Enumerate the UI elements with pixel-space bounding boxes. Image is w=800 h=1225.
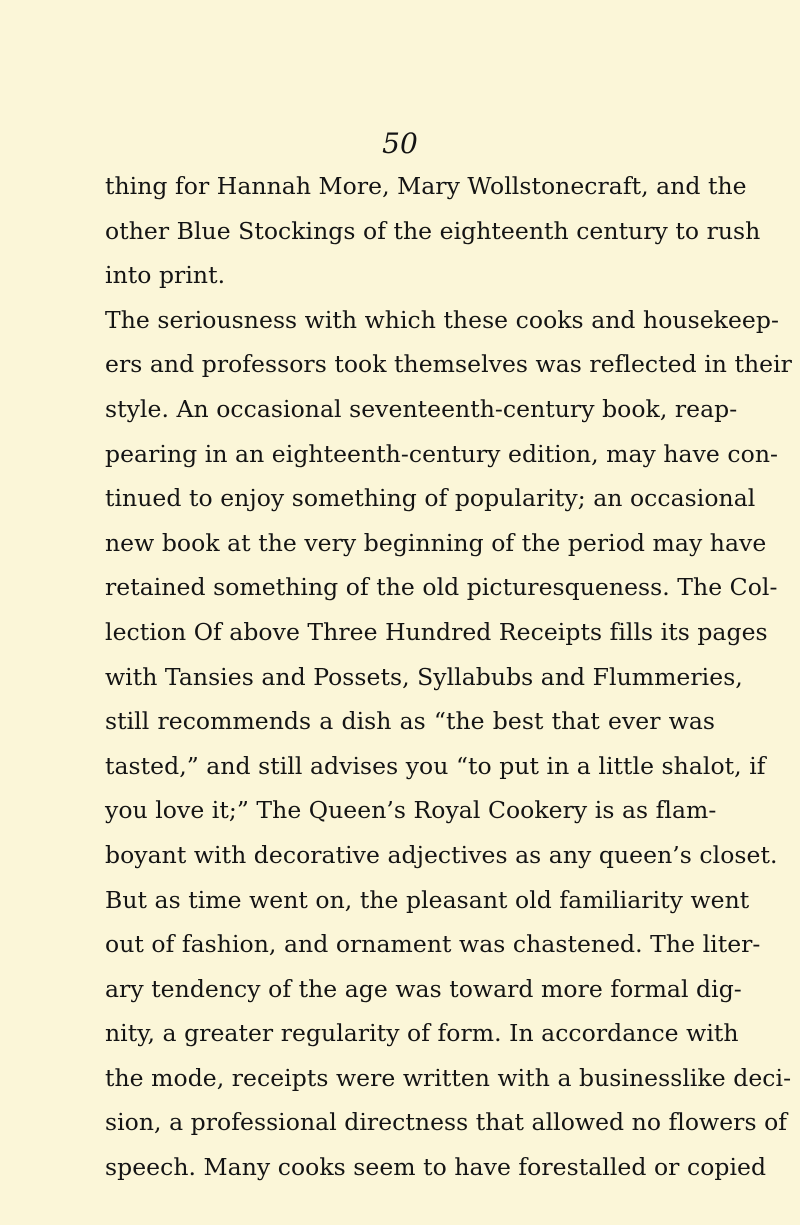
text-line: pearing in an eighteenth-century edition, may have con- bbox=[105, 439, 778, 468]
text-line: boyant with decorative adjectives as any queen’s closet. bbox=[105, 840, 778, 869]
body-text bbox=[105, 164, 792, 1190]
page-number: 50 bbox=[382, 127, 418, 160]
text-line: sion, a professional directness that allowed no flowers of bbox=[105, 1108, 788, 1137]
text-line: still recommends a dish as “the best that ever was bbox=[105, 707, 715, 736]
text-line: you love it;” The Queen’s Royal Cookery is as flam- bbox=[105, 796, 717, 825]
text-line: out of fashion, and ornament was chastened. The liter- bbox=[105, 930, 761, 959]
text-line: style. An occasional seventeenth-century book, reap- bbox=[105, 394, 738, 423]
text-line: retained something of the old picturesqueness. The Col- bbox=[105, 573, 778, 602]
text-line: But as time went on, the pleasant old familiarity went bbox=[105, 885, 750, 914]
text-line: ers and professors took themselves was reflected in their bbox=[105, 350, 792, 379]
text-line: lection Of above Three Hundred Receipts fills its pages bbox=[105, 617, 768, 646]
text-line: thing for Hannah More, Mary Wollstonecraft, and the bbox=[105, 172, 747, 200]
text-line: with Tansies and Possets, Syllabubs and Flummeries, bbox=[105, 662, 743, 691]
text-line: The seriousness with which these cooks and housekeep- bbox=[105, 305, 779, 334]
text-line: nity, a greater regularity of form. In accordance with bbox=[105, 1019, 739, 1048]
text-line: speech. Many cooks seem to have forestalled or copied bbox=[105, 1153, 767, 1182]
text-line: ary tendency of the age was toward more formal dig- bbox=[105, 974, 742, 1003]
text-line: new book at the very beginning of the period may have bbox=[105, 528, 767, 557]
text-line: the mode, receipts were written with a businesslike deci- bbox=[105, 1063, 792, 1092]
text-line: tasted,” and still advises you “to put in a little shalot, if bbox=[105, 751, 766, 780]
text-line: other Blue Stockings of the eighteenth century to rush bbox=[105, 216, 761, 245]
text-line: into print. bbox=[105, 261, 226, 290]
text-line: tinued to enjoy something of popularity; an occasional bbox=[105, 484, 756, 513]
